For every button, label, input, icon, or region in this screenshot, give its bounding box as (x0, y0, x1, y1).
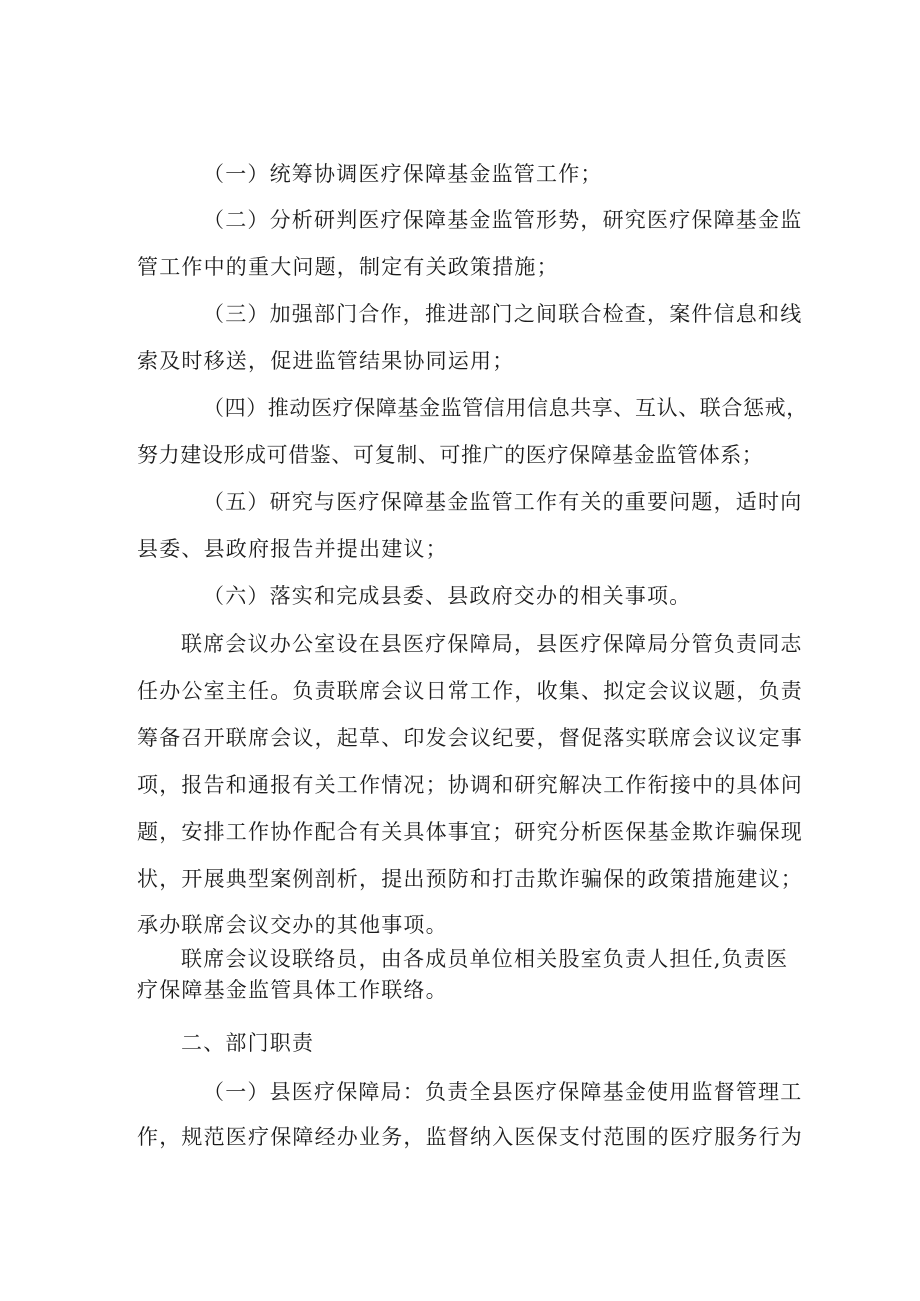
item-4-line-2: 努力建设形成可借鉴、可复制、可推广的医疗保障基金监管体系； (137, 443, 764, 467)
liaison-paragraph-line-1: 联席会议设联络员，由各成员单位相关股室负责人担任,负责医 (181, 947, 789, 971)
duty-1-line-2: 作，规范医疗保障经办业务，监督纳入医保支付范围的医疗服务行为 (137, 1125, 803, 1149)
item-5-line-2: 县委、县政府报告并提出建议； (137, 537, 448, 561)
office-paragraph-line-2: 任办公室主任。负责联席会议日常工作，收集、拟定会议议题，负责 (137, 679, 803, 703)
office-paragraph-line-4: 项，报告和通报有关工作情况；协调和研究解决工作衔接中的具体问 (137, 773, 803, 797)
office-paragraph-line-7: 承办联席会议交办的其他事项。 (137, 913, 448, 937)
item-1-line-1: （一）统筹协调医疗保障基金监管工作； (203, 162, 603, 186)
office-paragraph-line-5: 题，安排工作协作配合有关具体事宜；研究分析医保基金欺诈骗保现 (137, 820, 803, 844)
item-3-line-1: （三）加强部门合作，推进部门之间联合检查，案件信息和线 (203, 302, 803, 326)
duty-1-line-1: （一）县医疗保障局：负责全县医疗保障基金使用监督管理工 (203, 1080, 803, 1104)
office-paragraph-line-6: 状，开展典型案例剖析，提出预防和打击欺诈骗保的政策措施建议； (137, 867, 803, 891)
office-paragraph-line-1: 联席会议办公室设在县医疗保障局，县医疗保障局分管负责同志 (181, 632, 803, 656)
item-6-line-1: （六）落实和完成县委、县政府交办的相关事项。 (203, 584, 692, 608)
office-paragraph-line-3: 筹备召开联席会议，起草、印发会议纪要，督促落实联席会议议定事 (137, 726, 803, 750)
item-4-line-1: （四）推动医疗保障基金监管信用信息共享、互认、联合惩戒， (203, 396, 808, 420)
item-2-line-2: 管工作中的重大问题，制定有关政策措施； (137, 255, 559, 279)
item-5-line-1: （五）研究与医疗保障基金监管工作有关的重要问题，适时向 (203, 490, 803, 514)
liaison-paragraph-line-2: 疗保障基金监管具体工作联络。 (137, 978, 448, 1002)
section-heading: 二、部门职责 (181, 1031, 315, 1055)
item-2-line-1: （二）分析研判医疗保障基金监管形势，研究医疗保障基金监 (203, 208, 803, 232)
item-3-line-2: 索及时移送，促进监管结果协同运用； (137, 349, 515, 373)
